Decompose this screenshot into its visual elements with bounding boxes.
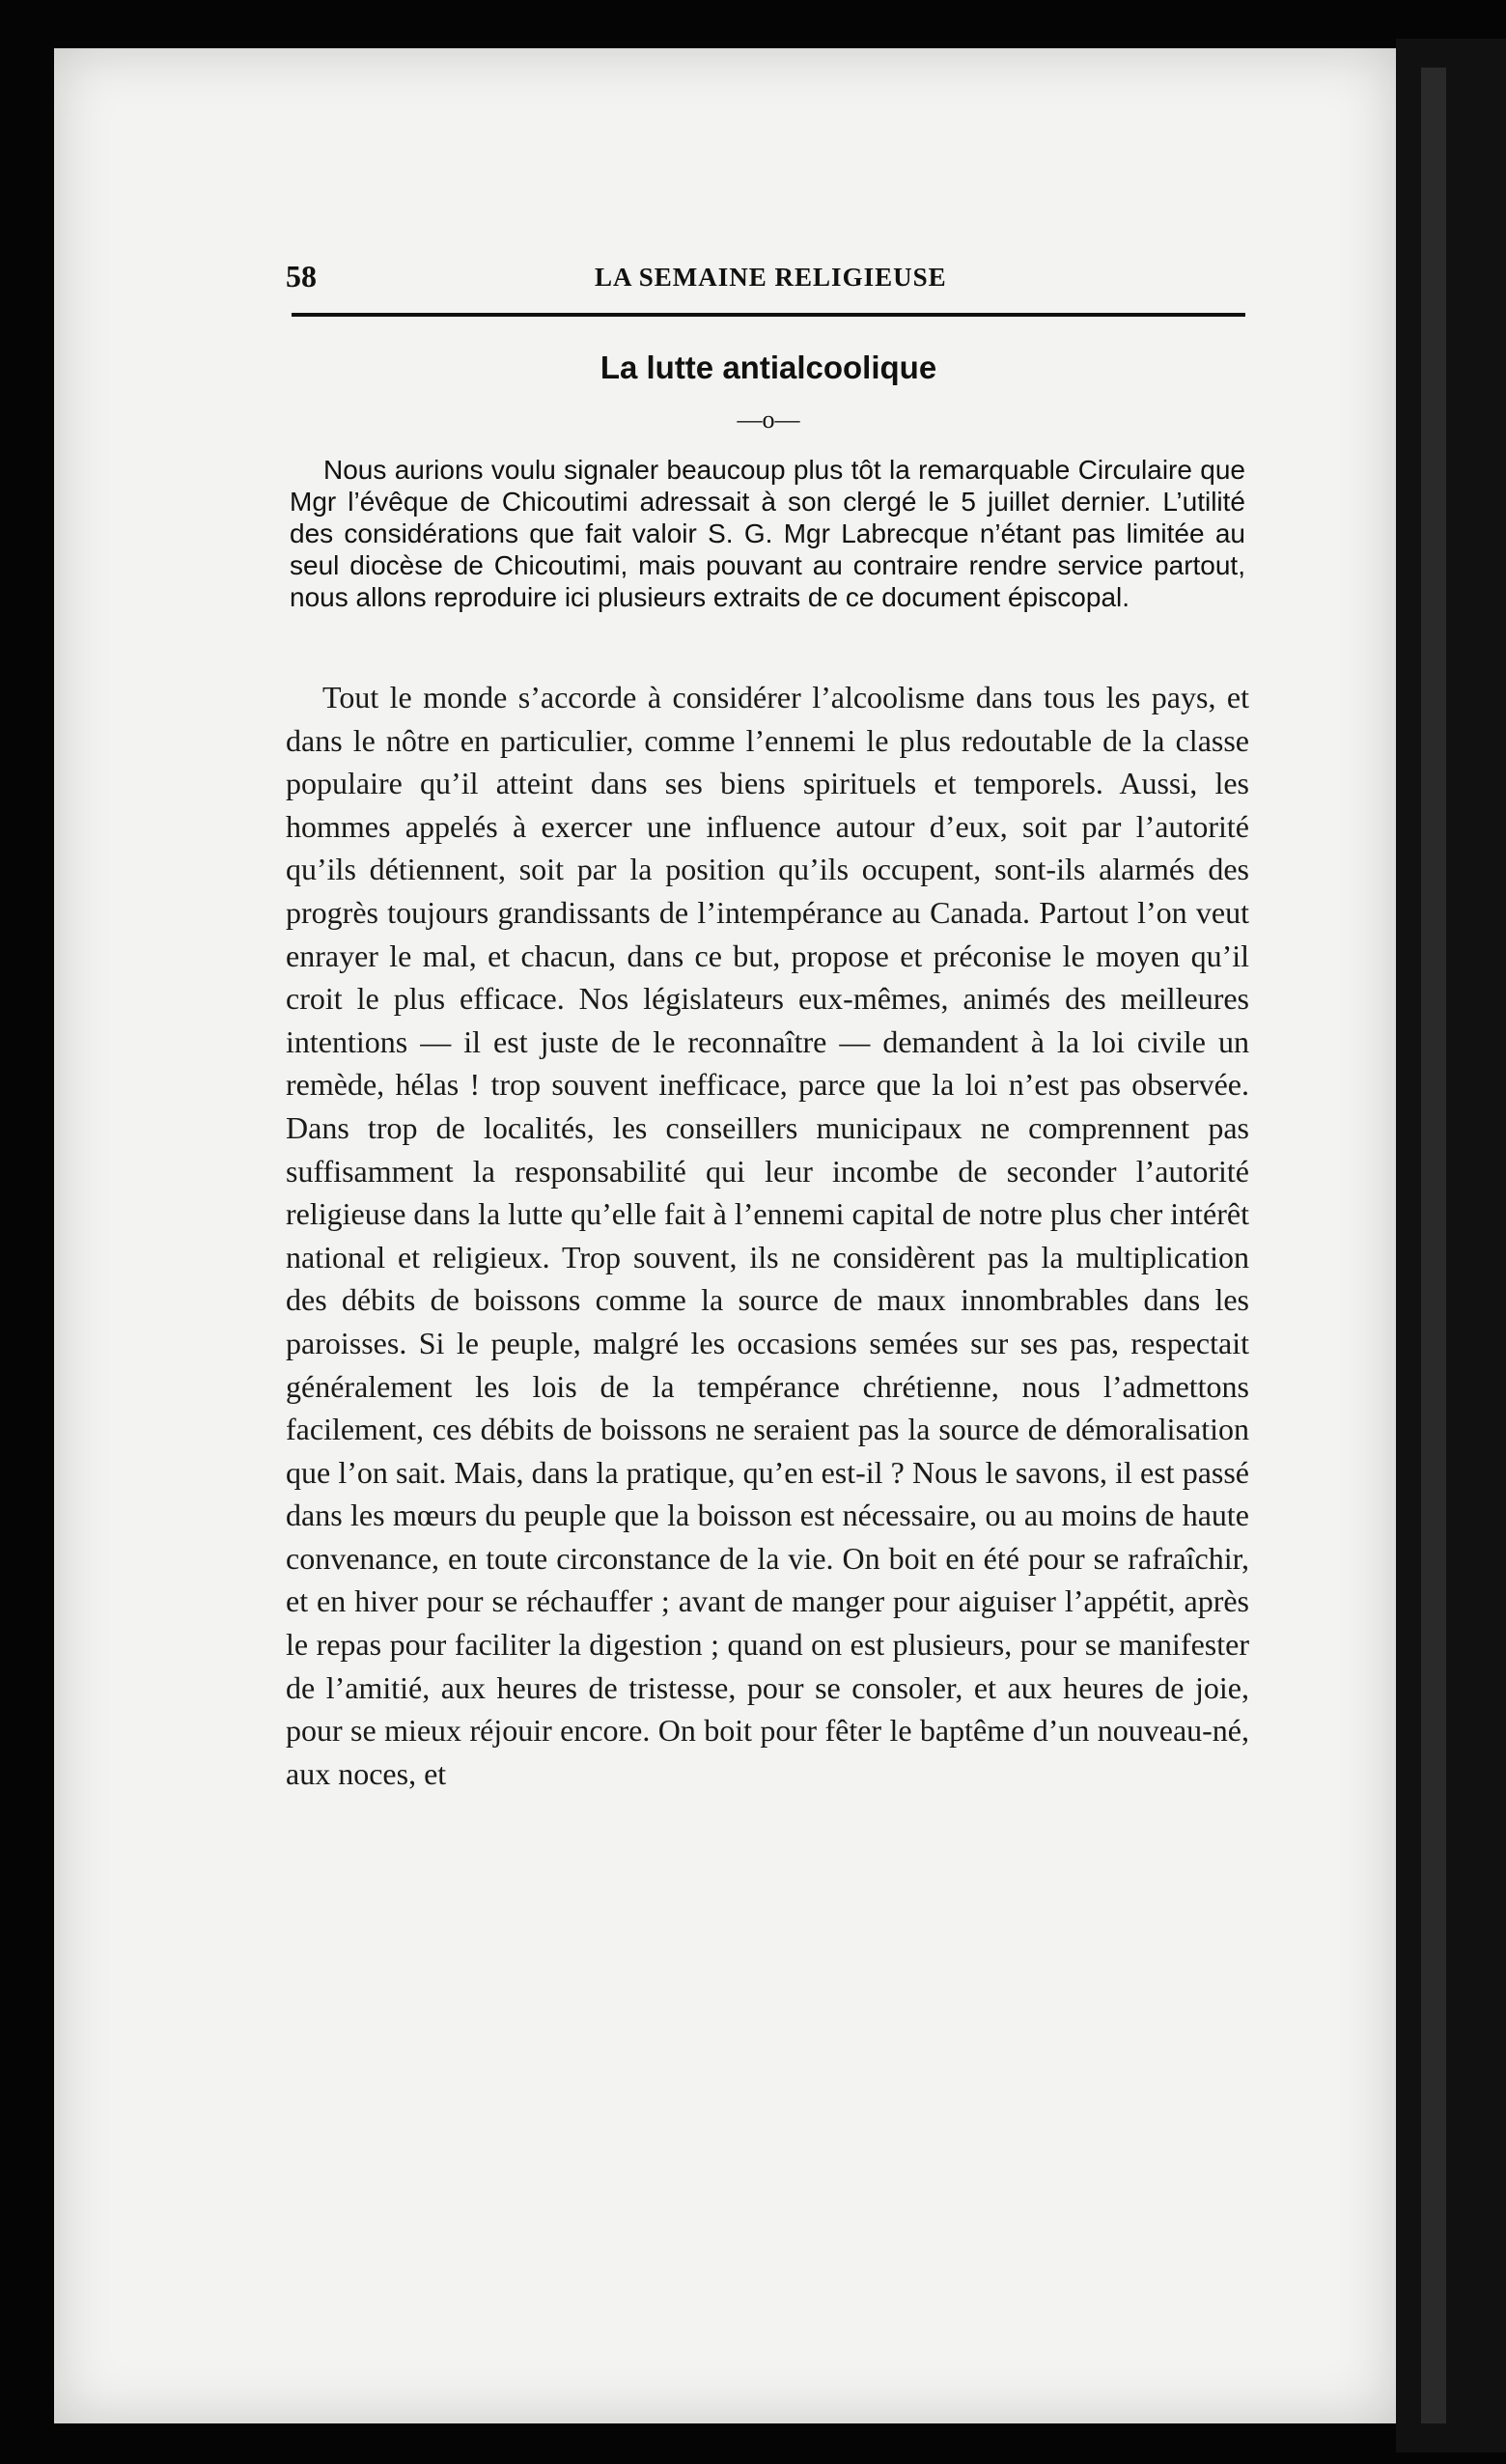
header-rule	[292, 313, 1245, 317]
intro-paragraph: Nous aurions voulu signaler beaucoup plus tôt la remarquable Circulaire que Mgr l’évêque de Chicoutimi adressait à son clergé le 5 juillet dernier. L’utilité des considérations que fait valoir S. G. Mgr Labrecque n’étant pas limitée au seul diocèse de Chicoutimi, mais pouvant au contraire rendre service partout, nous allons reproduire ici plusieurs extraits de ce document épiscopal.	[290, 455, 1245, 612]
page-header	[286, 259, 1245, 305]
page-number: 58	[286, 259, 317, 294]
scan-border-edge	[1421, 68, 1446, 2423]
article-title: La lutte antialcoolique	[600, 350, 937, 385]
running-title: LA SEMAINE RELIGIEUSE	[595, 263, 947, 292]
body-paragraph: Tout le monde s’accorde à considérer l’alcoolisme dans tous les pays, et dans le nôtre en particulier, comme l’ennemi le plus redoutable de la classe populaire qu’il atteint dans ses biens spirituels et temporels. Aussi, les hommes appelés à exercer une influence autour d’eux, soit par l’autorité qu’ils détiennent, soit par la position qu’ils occupent, sont-ils alarmés des progrès toujours grandissants de l’intempérance au Canada. Partout l’on veut enrayer le mal, et chacun, dans ce but, propose et préconise le moyen qu’il croit le plus efficace. Nos législateurs eux-mêmes, animés des meilleures intentions — il est juste de le reconnaître — demandent à la loi civile un remède, hélas ! trop souvent inefficace, parce que la loi n’est pas observée. Dans trop de localités, les conseillers municipaux ne comprennent pas suffisamment la responsabilité qui leur incombe de seconder l’autorité religieuse dans la lutte qu’elle fait à l’ennemi capital de notre plus cher intérêt national et religieux. Trop souvent, ils ne considèrent pas la multiplication des débits de boissons comme la source de maux innombrables dans les paroisses. Si le peuple, malgré les occasions semées sur ses pas, respectait généralement les lois de la tempérance chrétienne, nous l’admettons facilement, ces débits de boissons ne seraient pas la source de démoralisation que l’on sait. Mais, dans la pratique, qu’en est-il ? Nous le savons, il est passé dans les mœurs du peuple que la boisson est nécessaire, ou au moins de haute convenance, en toute circonstance de la vie. On boit en été pour se rafraîchir, et en hiver pour se réchauffer ; avant de manger pour aiguiser l’appétit, après le repas pour faciliter la digestion ; quand on est plusieurs, pour se manifester de l’amitié, aux heures de tristesse, pour se consoler, et aux heures de joie, pour se mieux réjouir encore. On boit pour fêter le baptême d’un nouveau-né, aux noces, et	[286, 680, 1249, 1791]
scan-border-right	[1396, 39, 1506, 2452]
title-separator: —o—	[737, 406, 800, 434]
